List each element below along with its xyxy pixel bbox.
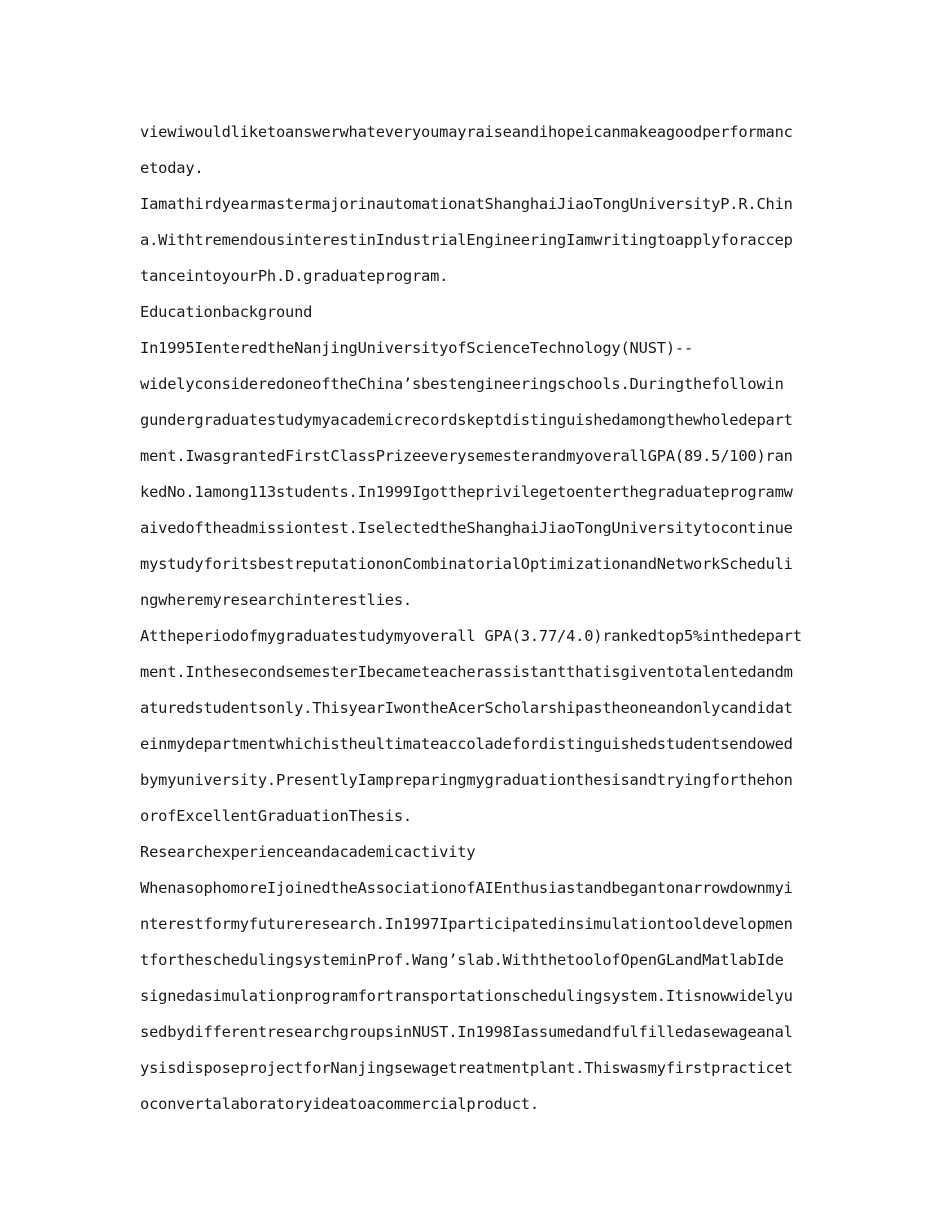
section-heading-research: Researchexperienceandacademicactivity [140,843,476,861]
text-line: In1995IenteredtheNanjingUniversityofScienceTechnology(NUST)-- [140,339,694,357]
text-line: oconvertalaboratoryideatoacommercialproduct. [140,1095,539,1113]
text-line: viewiwouldliketoanswerwhateveryoumayraiseandihopeicanmakeagoodperformanc [140,123,793,141]
text-line: kedNo.1among113students.In1999Igottheprivilegetoenterthegraduateprogramw [140,483,793,501]
text-line: etoday. [140,159,204,177]
text-line: aturedstudentsonly.ThisyearIwontheAcerScholarshipastheoneandonlycandidat [140,699,793,717]
text-line: gundergraduatestudymyacademicrecordskeptdistinguishedamongthewholedepart [140,411,793,429]
text-line: ysisdisposeprojectforNanjingsewagetreatmentplant.Thiswasmyfirstpracticet [140,1059,793,1077]
document-body [140,114,820,1122]
section-heading-education: Educationbackground [140,303,313,321]
text-line: tanceintoyourPh.D.graduateprogram. [140,267,449,285]
text-line: einmydepartmentwhichistheultimateaccoladefordistinguishedstudentsendowed [140,735,793,753]
text-line: widelyconsideredoneoftheChina’sbestengineeringschools.Duringthefollowin [140,375,784,393]
text-line: Attheperiodofmygraduatestudymyoverall GPA(3.77/4.0)rankedtop5%inthedepart [140,627,802,645]
text-line: aivedoftheadmissiontest.IselectedtheShanghaiJiaoTongUniversitytocontinue [140,519,793,537]
text-line: signedasimulationprogramfortransportationschedulingsystem.Itisnowwidelyu [140,987,793,1005]
text-line: mystudyforitsbestreputationonCombinatorialOptimizationandNetworkScheduli [140,555,793,573]
text-line: orofExcellentGraduationThesis. [140,807,412,825]
text-line: bymyuniversity.PresentlyIampreparingmygraduationthesisandtryingforthehon [140,771,793,789]
text-line: a.WithtremendousinterestinIndustrialEngineeringIamwritingtoapplyforaccep [140,231,793,249]
text-line: sedbydifferentresearchgroupsinNUST.In1998Iassumedandfulfilledasewageanal [140,1023,793,1041]
text-line: WhenasophomoreIjoinedtheAssociationofAIEnthusiastandbegantonarrowdownmyi [140,879,793,897]
text-line: ment.IwasgrantedFirstClassPrizeeverysemesterandmyoverallGPA(89.5/100)ran [140,447,793,465]
text-line: ngwheremyresearchinterestlies. [140,591,412,609]
text-line: tfortheschedulingsysteminProf.Wang’slab.WiththetoolofOpenGLandMatlabIde [140,951,784,969]
text-line: ment.InthesecondsemesterIbecameteacherassistantthatisgiventotalentedandm [140,663,793,681]
text-line: IamathirdyearmastermajorinautomationatShanghaiJiaoTongUniversityP.R.Chin [140,195,793,213]
text-line: nterestformyfutureresearch.In1997Iparticipatedinsimulationtooldevelopmen [140,915,793,933]
